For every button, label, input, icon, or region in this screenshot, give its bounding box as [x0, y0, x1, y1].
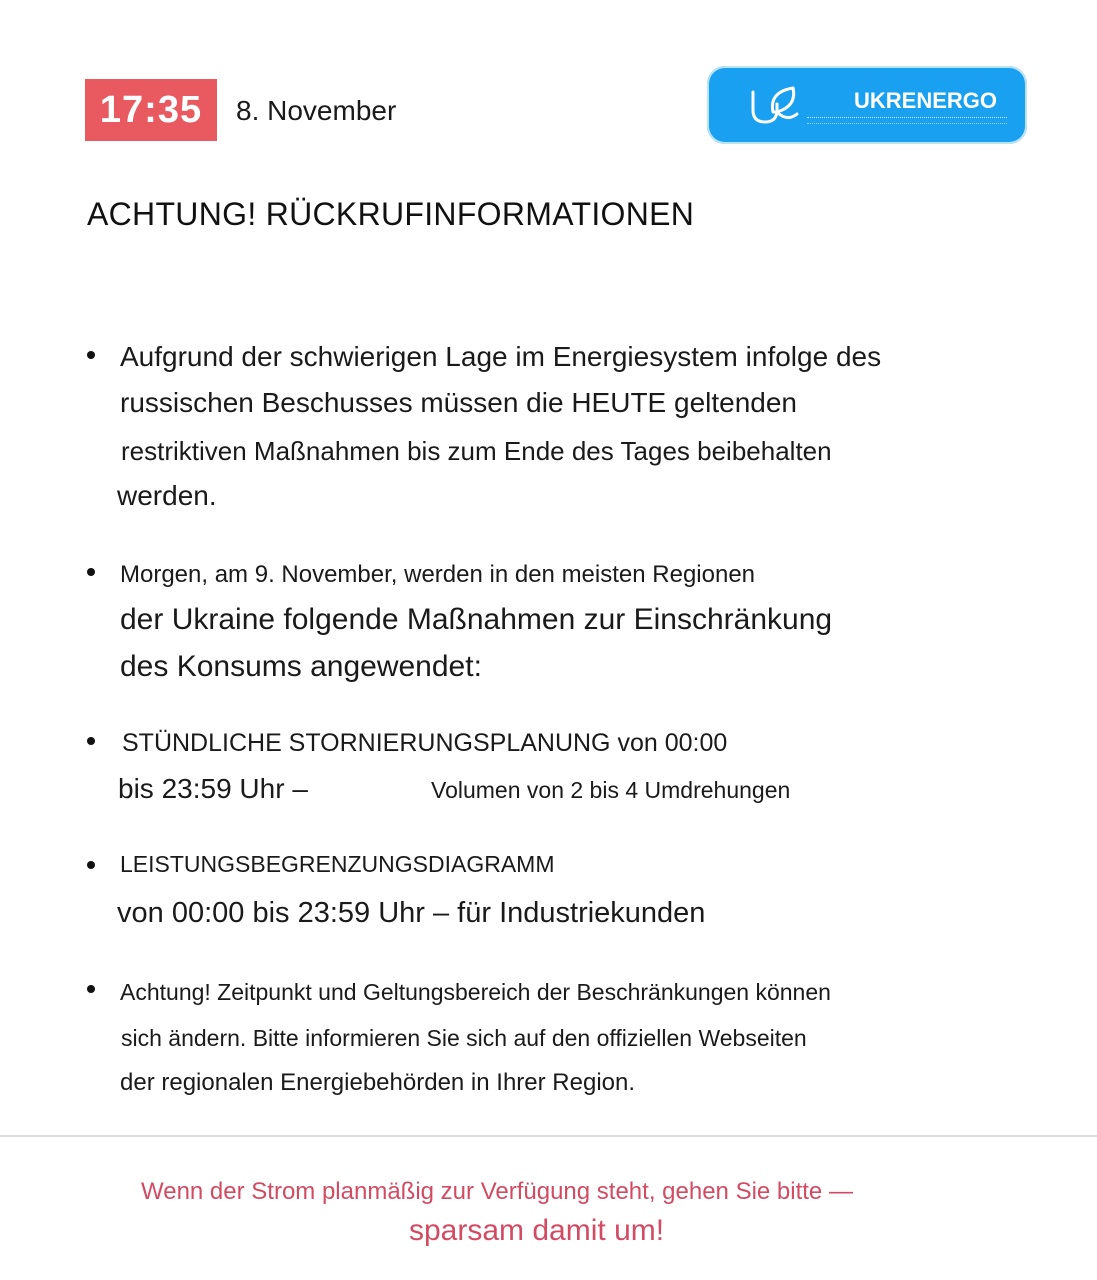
notice-line: Aufgrund der schwierigen Lage im Energiesystem infolge des	[120, 341, 882, 372]
notice-line: Morgen, am 9. November, werden in den meisten Regionen	[120, 561, 756, 588]
page-title: ACHTUNG! RÜCKRUFINFORMATIONEN	[87, 196, 695, 232]
date-label: 8. November	[236, 95, 397, 126]
bullet-dot	[87, 985, 95, 993]
divider	[0, 1135, 1097, 1137]
time-badge	[85, 79, 217, 141]
notice-line: bis 23:59 Uhr –	[118, 773, 308, 804]
bullet-dot	[87, 737, 95, 745]
footer-appeal-line-2: sparsam damit um!	[409, 1214, 665, 1247]
notice-line: Volumen von 2 bis 4 Umdrehungen	[431, 777, 791, 803]
notice-line: Achtung! Zeitpunkt und Geltungsbereich der Beschränkungen können	[120, 979, 831, 1005]
brand-tagline-decor	[807, 117, 1007, 124]
footer-appeal-line-1: Wenn der Strom planmäßig zur Verfügung steht, gehen Sie bitte —	[141, 1178, 853, 1205]
time-label: 17:35	[99, 88, 203, 131]
notice-line: restriktiven Maßnahmen bis zum Ende des Tages beibehalten	[121, 436, 832, 466]
notice-line: der regionalen Energiebehörden in Ihrer Region.	[120, 1069, 636, 1096]
bullet-dot	[87, 351, 95, 359]
notice-line: von 00:00 bis 23:59 Uhr – für Industriekunden	[117, 897, 706, 929]
bullet-dot	[87, 861, 95, 869]
notice-line: der Ukraine folgende Maßnahmen zur Einschränkung	[120, 603, 833, 636]
ue-leaf-logo-icon	[747, 82, 801, 128]
notice-line: werden.	[117, 480, 217, 511]
notice-line: russischen Beschusses müssen die HEUTE geltenden	[120, 387, 798, 418]
bullet-dot	[87, 568, 95, 576]
brand-name: UKRENERGO	[854, 88, 998, 113]
notice-line: des Konsums angewendet:	[120, 650, 482, 683]
notice-line: LEISTUNGSBEGRENZUNGSDIAGRAMM	[120, 851, 555, 877]
notice-line: sich ändern. Bitte informieren Sie sich auf den offiziellen Webseiten	[121, 1025, 807, 1051]
notice-line: STÜNDLICHE STORNIERUNGSPLANUNG von 00:00	[122, 729, 728, 757]
brand-banner	[707, 66, 1027, 144]
